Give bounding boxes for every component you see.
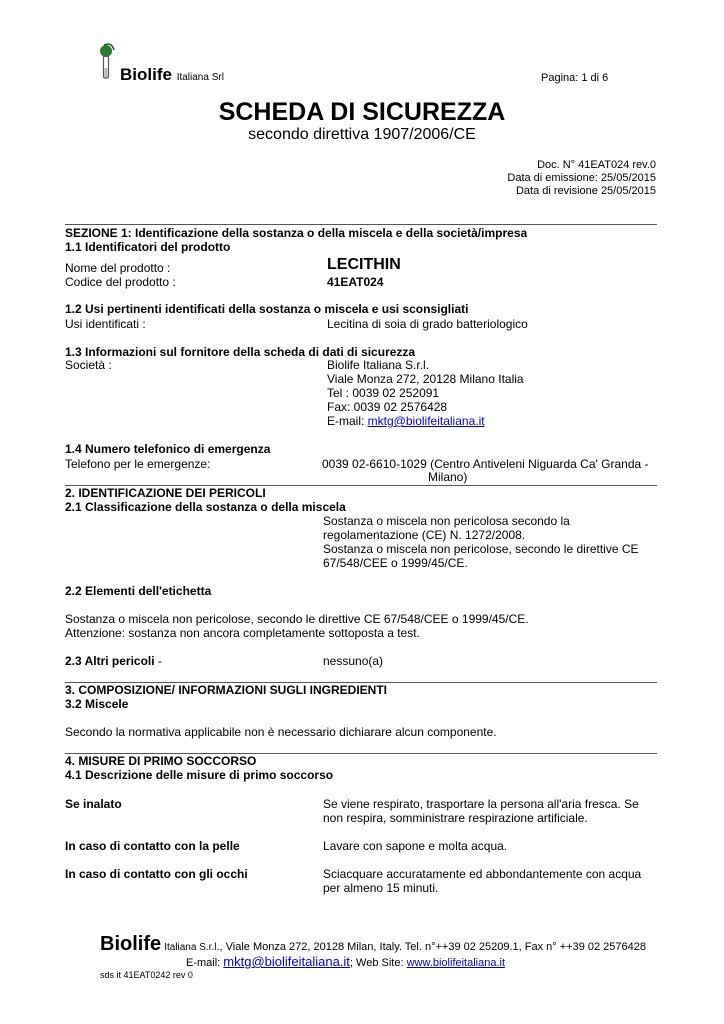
- doc-number: Doc. N° 41EAT024 rev.0: [537, 159, 656, 171]
- section2-3-title: 2.3 Altri pericoli: [65, 654, 155, 668]
- email-link[interactable]: mktg@biolifeitaliana.it: [367, 414, 485, 428]
- section2-heading: 2. IDENTIFICAZIONE DEI PERICOLI: [65, 486, 266, 500]
- page-number: Pagina: 1 di 6: [541, 72, 609, 84]
- product-code-label: Codice del prodotto :: [65, 275, 176, 289]
- company-line: Viale Monza 272, 20128 Milano Italia: [327, 372, 524, 386]
- section4-heading: 4. MISURE DI PRIMO SOCCORSO: [65, 754, 257, 768]
- section1-4-heading: 1.4 Numero telefonico di emergenza: [65, 442, 271, 456]
- footer-company-name: Biolife: [100, 933, 162, 955]
- footer-company-suffix: Italiana S.r.l: [164, 942, 217, 953]
- uses-value: Lecitina di soia di grado batteriologico: [327, 317, 528, 331]
- footer-doc-code: sds it 41EAT0242 rev 0: [100, 970, 193, 980]
- product-name-label: Nome del prodotto :: [65, 261, 171, 275]
- inhaled-line: Se viene respirato, trasportare la persona all'aria fresca. Se: [323, 797, 639, 811]
- section3-text: Secondo la normativa applicabile non è necessario dichiarare alcun componente.: [65, 725, 497, 739]
- header-company-name: Biolife: [120, 65, 172, 84]
- inhaled-line: non respira, somministrare respirazione artificiale.: [323, 811, 588, 825]
- emergency-value-cont: Milano): [428, 470, 468, 484]
- other-hazards-value: nessuno(a): [323, 654, 384, 668]
- eyes-line: Sciacquare accuratamente ed abbondantemente con acqua: [323, 867, 642, 881]
- section2-3-heading: [65, 654, 162, 668]
- company-line: Fax: 0039 02 2576428: [327, 400, 448, 414]
- company-line: Tel : 0039 02 252091: [327, 386, 440, 400]
- footer-contacts: [186, 954, 505, 969]
- header-company-suffix: Italiana Srl: [176, 72, 224, 83]
- document-title: SCHEDA DI SICUREZZA: [218, 98, 506, 126]
- section2-3-dash: -: [154, 654, 162, 668]
- uses-label: Usi identificati :: [65, 317, 146, 331]
- email-label: E-mail:: [327, 414, 368, 428]
- footer-address: [100, 933, 646, 956]
- emergency-value: 0039 02-6610-1029 (Centro Antiveleni Niguarda Ca' Granda -: [322, 457, 649, 471]
- eyes-label: In caso di contatto con gli occhi: [65, 867, 248, 881]
- company-line: Biolife Italiana S.r.l.: [327, 358, 430, 372]
- skin-label: In caso di contatto con la pelle: [65, 839, 240, 853]
- header-company: [120, 65, 224, 85]
- section3-2-heading: 3.2 Miscele: [65, 697, 129, 711]
- skin-value: Lavare con sapone e molta acqua.: [323, 839, 508, 853]
- section1-1-heading: 1.1 Identificatori del prodotto: [65, 240, 231, 254]
- footer-email-label: E-mail:: [186, 957, 224, 969]
- classification-line: Sostanza o miscela non pericolose, secondo le direttive CE: [323, 542, 639, 556]
- revision-date: Data di revisione 25/05/2015: [515, 185, 656, 197]
- section2-1-heading: 2.1 Classificazione della sostanza o della miscela: [65, 500, 346, 514]
- biolife-logo-icon: [98, 42, 120, 82]
- product-code-value: 41EAT024: [327, 275, 384, 289]
- classification-line: regolamentazione (CE) N. 1272/2008.: [323, 528, 526, 542]
- document-subtitle: secondo direttiva 1907/2006/CE: [248, 126, 476, 143]
- classification-line: Sostanza o miscela non pericolosa secondo la: [323, 514, 570, 528]
- company-label: Società :: [65, 358, 112, 372]
- footer-website-label: ; Web Site:: [349, 957, 407, 969]
- label-warning: Attenzione: sostanza non ancora completamente sottoposta a test.: [65, 626, 420, 640]
- section3-heading: 3. COMPOSIZIONE/ INFORMAZIONI SUGLI INGREDIENTI: [65, 683, 388, 697]
- issue-date: Data di emissione: 25/05/2015: [507, 172, 656, 184]
- company-email: [327, 414, 485, 428]
- section1-heading: SEZIONE 1: Identificazione della sostanza o della miscela e della società/impresa: [65, 226, 528, 240]
- product-name-value: LECITHIN: [327, 256, 401, 273]
- footer-website-link[interactable]: www.biolifeitaliana.it: [406, 957, 506, 969]
- section1-divider: [65, 224, 657, 225]
- footer-email-link[interactable]: mktg@biolifeitaliana.it: [223, 954, 350, 969]
- footer-address-text: ., Viale Monza 272, 20128 Milan, Italy. Tel. n°++39 02 25209.1, Fax n° ++39 02 2576428: [216, 941, 647, 953]
- emergency-label: Telefono per le emergenze:: [65, 457, 211, 471]
- classification-line: 67/548/CEE o 1999/45/CE.: [323, 556, 468, 570]
- section2-2-heading: 2.2 Elementi dell'etichetta: [65, 584, 212, 598]
- section1-3-heading: 1.3 Informazioni sul fornitore della scheda di dati di sicurezza: [65, 345, 416, 359]
- inhaled-label: Se inalato: [65, 797, 122, 811]
- label-text: Sostanza o miscela non pericolose, secondo le direttive CE 67/548/CEE o 1999/45/CE.: [65, 612, 529, 626]
- section1-2-heading: 1.2 Usi pertinenti identificati della sostanza o miscela e usi sconsigliati: [65, 302, 469, 316]
- section4-1-heading: 4.1 Descrizione delle misure di primo soccorso: [65, 768, 334, 782]
- eyes-line: per almeno 15 minuti.: [323, 881, 439, 895]
